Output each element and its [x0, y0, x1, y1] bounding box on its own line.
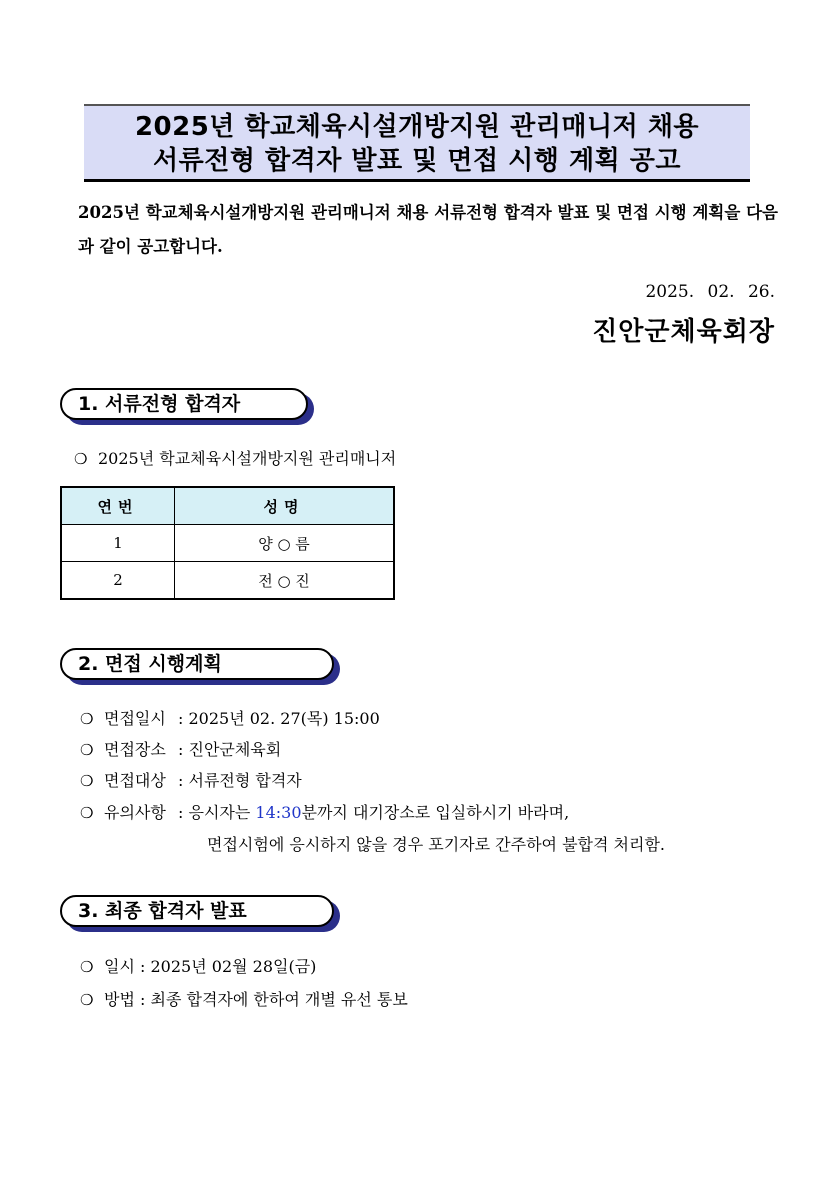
section-1-bullet — [74, 446, 396, 469]
item-separator: : — [178, 803, 184, 822]
item-separator: : — [178, 740, 184, 759]
table-cell-name: 전 ○ 진 — [175, 562, 395, 600]
table-cell-no: 2 — [61, 562, 175, 600]
item-label: 면접대상 — [104, 771, 166, 790]
bullet-circle-icon: ❍ — [80, 710, 94, 728]
bullet-circle-icon: ❍ — [80, 772, 94, 790]
section-3-heading: 3. 최종 합격자 발표 — [60, 895, 334, 927]
table-header-row — [61, 487, 394, 525]
item-separator: : — [140, 957, 146, 976]
bullet-circle-icon: ❍ — [74, 450, 88, 468]
bullet-circle-icon: ❍ — [80, 991, 94, 1009]
table-header-no: 연번 — [61, 487, 175, 525]
section-1-heading: 1. 서류전형 합격자 — [60, 388, 308, 420]
item-separator: : — [140, 990, 146, 1009]
final-date-item — [80, 954, 316, 977]
organization-name: 진안군체육회장 — [592, 317, 775, 347]
interview-place-item — [80, 737, 281, 760]
section-2-heading: 2. 면접 시행계획 — [60, 648, 334, 680]
item-label: 면접일시 — [104, 709, 166, 728]
table-cell-no: 1 — [61, 525, 175, 562]
table-header-name: 성명 — [175, 487, 395, 525]
notice-item — [80, 800, 569, 823]
item-value: 최종 합격자에 한하여 개별 유선 통보 — [150, 990, 408, 1009]
notice-time-highlight: 14:30 — [255, 803, 302, 822]
document-title — [84, 104, 750, 182]
item-separator: : — [178, 771, 184, 790]
passers-table — [60, 486, 395, 600]
announcement-date: 2025. 02. 26. — [645, 282, 775, 302]
table-row — [61, 562, 394, 600]
item-value: 2025년 02. 27(목) 15:00 — [188, 709, 380, 728]
bullet-circle-icon: ❍ — [80, 804, 94, 822]
final-method-item — [80, 987, 408, 1010]
bullet-circle-icon: ❍ — [80, 741, 94, 759]
item-label: 일시 — [104, 957, 135, 976]
notice-text-pre: 응시자는 — [188, 803, 256, 822]
item-label: 방법 — [104, 990, 135, 1009]
interview-date-item — [80, 706, 380, 729]
table-row — [61, 525, 394, 562]
title-line-2: 서류전형 합격자 발표 및 면접 시행 계획 공고 — [153, 146, 681, 176]
item-value: 2025년 02월 28일(금) — [150, 957, 317, 976]
section-1-bullet-text: 2025년 학교체육시설개방지원 관리매니저 — [98, 449, 397, 468]
table-cell-name: 양 ○ 름 — [175, 525, 395, 562]
item-value: 진안군체육회 — [188, 740, 282, 759]
interview-target-item — [80, 768, 302, 791]
item-label: 유의사항 — [104, 803, 166, 822]
bullet-circle-icon: ❍ — [80, 958, 94, 976]
notice-text-post: 분까지 대기장소로 입실하시기 바라며, — [301, 803, 570, 822]
item-separator: : — [178, 709, 184, 728]
title-line-1: 2025년 학교체육시설개방지원 관리매니저 채용 — [134, 112, 700, 142]
item-value: 서류전형 합격자 — [188, 771, 302, 790]
notice-item-line-2: 면접시험에 응시하지 않을 경우 포기자로 간주하여 불합격 처리함. — [207, 835, 666, 854]
item-label: 면접장소 — [104, 740, 166, 759]
intro-paragraph: 2025년 학교체육시설개방지원 관리매니저 채용 서류전형 합격자 발표 및 면접 시행 계획을 다음과 같이 공고합니다. — [78, 203, 778, 256]
